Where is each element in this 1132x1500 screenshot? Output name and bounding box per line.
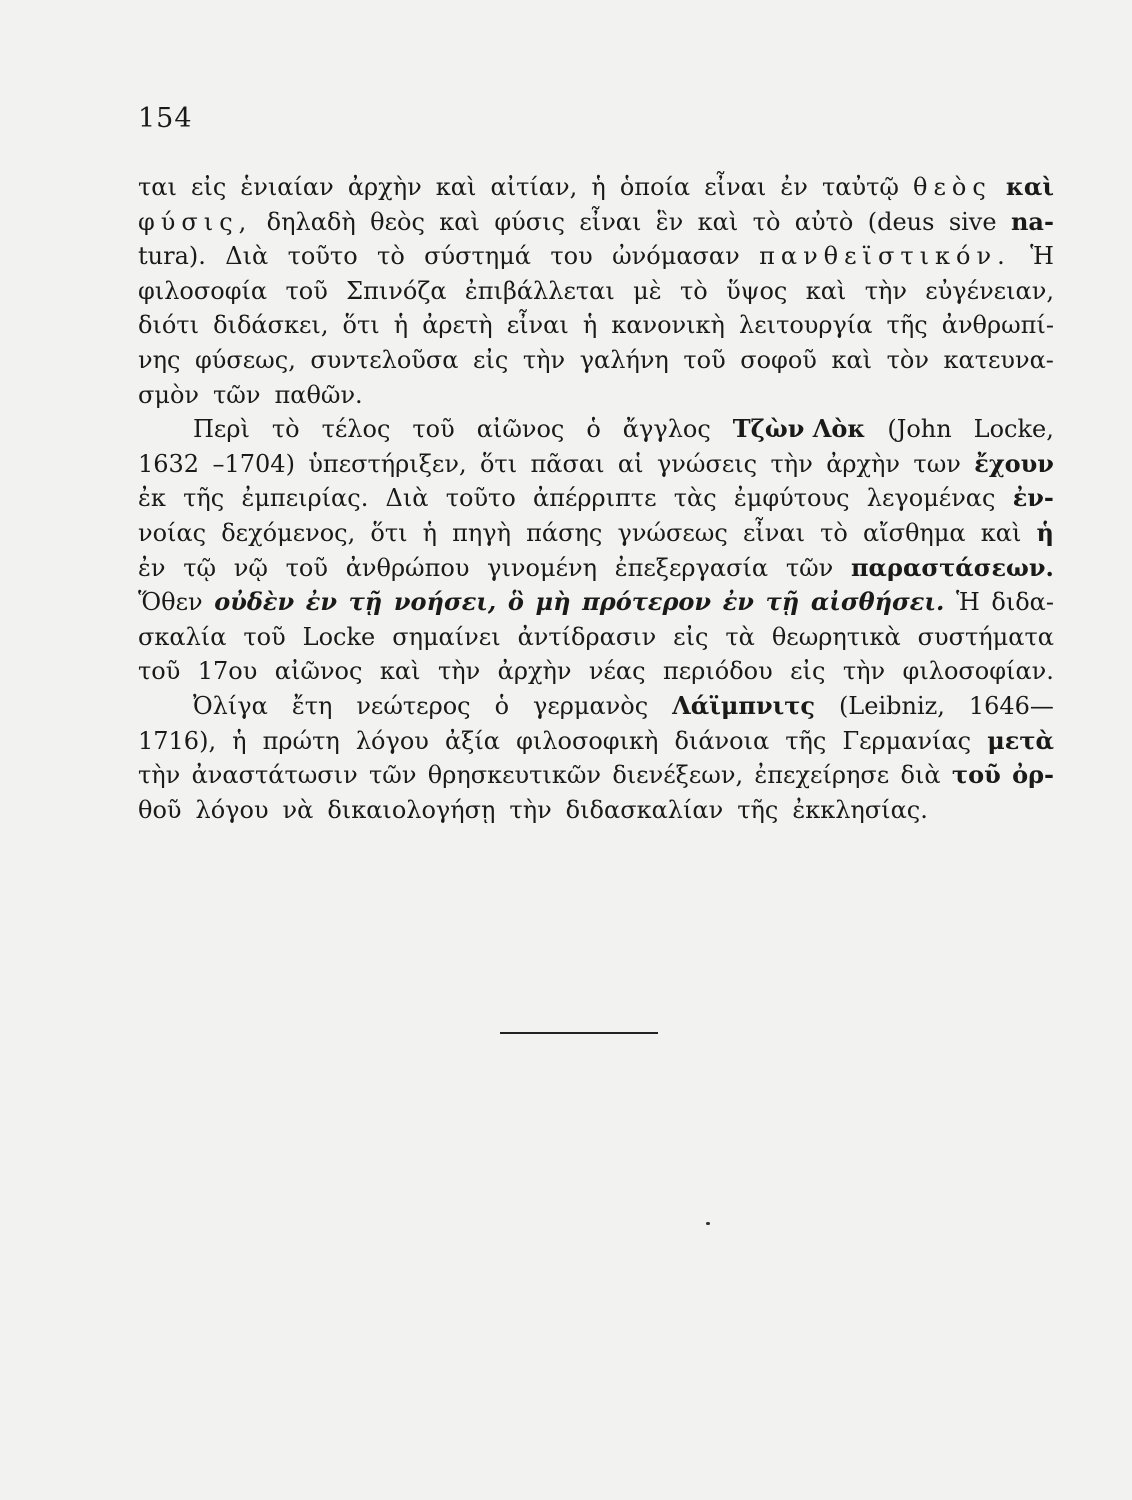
- word: τοῦ: [243, 622, 286, 651]
- word: τῆς: [737, 795, 779, 824]
- word: δεχόμενος,: [221, 518, 356, 547]
- text-line: [138, 689, 1054, 724]
- word: νεώτερος: [356, 691, 471, 720]
- text-line: [138, 551, 1054, 586]
- name-highlight: Λάϊμπνιτς: [672, 690, 815, 720]
- quotation-word: αἰσθήσει.: [810, 587, 945, 617]
- word: 1646—: [968, 691, 1054, 720]
- text-line: [138, 481, 1054, 516]
- word: ἀνθρώπου: [345, 553, 470, 582]
- word: ἀπέρριπτε: [532, 484, 657, 513]
- word: ταὐτῷ: [822, 173, 899, 201]
- word: ὠνόμασαν: [612, 242, 740, 271]
- word: καὶ: [439, 207, 480, 236]
- word: πηγὴ: [452, 518, 512, 547]
- emphasized-word: θεὸς: [913, 173, 992, 201]
- text-line: [138, 620, 1054, 655]
- word: (deus: [867, 207, 935, 236]
- word: ὑπεστήριξεν,: [308, 449, 467, 478]
- word: συντελοῦσα: [310, 345, 459, 374]
- word: εἶναι: [704, 173, 767, 201]
- word: ἀρχὴν: [826, 449, 901, 478]
- word: καὶ: [805, 276, 847, 305]
- word: ὁποία: [619, 173, 691, 201]
- word: ἐπεξεργασία: [614, 553, 769, 582]
- word: Διὰ: [385, 484, 429, 513]
- text-line: [138, 447, 1054, 482]
- quotation-word: τῇ: [765, 587, 800, 617]
- word: Locke,: [973, 415, 1054, 444]
- word: αἴσθημα: [862, 518, 966, 547]
- word: φιλοσοφικὴ: [516, 726, 659, 755]
- word: τὴν: [864, 276, 907, 305]
- word: μὲ: [633, 276, 662, 305]
- word: 1632: [138, 449, 200, 478]
- section-divider: [500, 1032, 658, 1034]
- word: σημαίνει: [392, 622, 501, 651]
- quotation-word: μὴ: [535, 587, 571, 617]
- word: ὀρ-: [1012, 760, 1054, 790]
- word: πρώτη: [262, 726, 340, 755]
- text-line: [138, 585, 1054, 620]
- name-highlight: Τζὼν Λὸκ: [732, 414, 866, 444]
- word: Περὶ: [193, 415, 250, 444]
- text-line: [138, 308, 1054, 343]
- word: τέλος: [321, 415, 391, 444]
- text-line: [138, 170, 1054, 205]
- word: καὶ: [831, 345, 873, 374]
- text-line: [138, 758, 1054, 793]
- word: λεγομένας: [866, 484, 996, 513]
- quotation-word: ἐν: [722, 587, 754, 617]
- word: ὅτι: [342, 311, 380, 340]
- word: sive: [948, 207, 997, 236]
- word: γινομένη: [487, 553, 597, 582]
- word: διδασκαλίαν: [565, 795, 724, 824]
- body-text: [138, 170, 1054, 827]
- word: ἐπεχείρησε: [754, 761, 890, 790]
- word: ἡ: [1036, 517, 1054, 547]
- word: διενέξεων,: [612, 761, 744, 790]
- word: τοῦ: [138, 657, 181, 686]
- word: τῶν: [785, 553, 834, 582]
- word: εἰς: [191, 173, 227, 201]
- word: αὐτὸ: [794, 207, 854, 236]
- word: ἐν: [780, 173, 808, 201]
- word: τὸ: [820, 518, 848, 547]
- text-line: [138, 274, 1054, 309]
- word: Γερμανίας: [842, 726, 972, 755]
- text-line: [138, 205, 1054, 240]
- word: ὕψος: [726, 276, 788, 305]
- word: ὅτι: [370, 518, 408, 547]
- word: καὶ: [435, 173, 477, 201]
- word: αἰῶνος: [476, 415, 565, 444]
- word: θοῦ: [138, 795, 182, 824]
- word: δικαιολογήσῃ: [327, 795, 496, 824]
- word: καὶ: [697, 207, 739, 236]
- word: τὴν: [842, 657, 886, 686]
- word: 1716),: [138, 726, 217, 755]
- word: γνώσεως: [617, 518, 728, 547]
- word: –1704): [212, 449, 295, 478]
- word: τοῦτο: [287, 242, 358, 271]
- word: ἡ: [591, 173, 606, 201]
- word: των: [913, 449, 961, 478]
- word: τὸν: [886, 345, 929, 374]
- text-line: [138, 412, 1054, 447]
- quotation-word: οὐδὲν: [214, 587, 295, 617]
- word: ἡ: [582, 311, 598, 340]
- word: τὴν: [522, 345, 566, 374]
- word: σύστημά: [424, 242, 531, 271]
- word: Locke: [302, 622, 376, 651]
- word: ἀνθρωπί-: [941, 311, 1054, 340]
- word: Ὅθεν: [138, 588, 203, 617]
- word: λειτουργία: [739, 311, 873, 340]
- word: ἐμπειρίας.: [241, 484, 369, 513]
- print-speck: [706, 1222, 710, 1225]
- word: τὸ: [377, 242, 405, 271]
- word: ὅτι: [479, 449, 518, 478]
- quotation-word: τῇ: [348, 587, 383, 617]
- word: Ὀλίγα: [193, 691, 268, 720]
- word: na-: [1010, 206, 1054, 236]
- word: θεωρητικὰ: [771, 622, 901, 651]
- word: Ἡ: [1030, 242, 1054, 271]
- word: νὰ: [282, 795, 314, 824]
- word: εἶναι: [742, 518, 805, 547]
- word: εἰς: [790, 657, 826, 686]
- word: (Leibniz,: [838, 691, 945, 720]
- word: διδα-: [991, 588, 1054, 617]
- word: λόγου: [355, 726, 429, 755]
- text-line: [138, 239, 1054, 274]
- word: εἰς: [673, 622, 709, 651]
- word: ἔτη: [291, 691, 333, 720]
- word: θεὸς: [370, 207, 425, 236]
- word: τὸ: [752, 207, 781, 236]
- word: τῆς: [785, 726, 827, 755]
- text-line: [138, 378, 1054, 413]
- word: τὸ: [679, 276, 708, 305]
- word: σκαλία: [138, 622, 227, 651]
- word: τὰς: [673, 484, 717, 513]
- word: ἔχουν: [974, 448, 1054, 478]
- word: μετὰ: [987, 725, 1054, 755]
- word: εἶναι: [579, 207, 642, 236]
- word: ἐκκλησίας.: [792, 795, 928, 824]
- word: τῶν: [369, 761, 417, 790]
- word: αἱ: [617, 449, 644, 478]
- word: δηλαδὴ: [266, 207, 356, 236]
- word: παραστάσεων.: [850, 552, 1054, 582]
- word: κατευνα-: [943, 345, 1054, 374]
- word: ἀξία: [444, 726, 500, 755]
- word: τοῦ: [683, 345, 726, 374]
- word: ἀρχὴν: [347, 173, 422, 201]
- word: τῆς: [183, 484, 225, 513]
- word: συστήματα: [917, 622, 1054, 651]
- word: πάσης: [526, 518, 603, 547]
- word: ἀρχὴν: [497, 657, 572, 686]
- word: νέας: [588, 657, 646, 686]
- word: φύσις: [494, 207, 565, 236]
- word: φιλοσοφίαν.: [902, 657, 1054, 686]
- word: περιόδου: [663, 657, 773, 686]
- word: φιλοσοφία: [138, 276, 268, 305]
- word: φύσεως,: [194, 345, 296, 374]
- word: τὴν: [509, 795, 552, 824]
- quotation-word: ὃ: [507, 587, 524, 617]
- word: λόγου: [195, 795, 269, 824]
- word: Σπινόζα: [346, 276, 447, 305]
- word: διότι: [138, 311, 199, 340]
- word: αἰτίαν,: [490, 173, 578, 201]
- word: τὴν: [770, 449, 813, 478]
- word: ἡ: [232, 726, 247, 755]
- word: ἐπιβάλλεται: [464, 276, 615, 305]
- word: ται: [138, 173, 177, 201]
- word: ἐν: [138, 553, 166, 582]
- word: τὸ: [271, 415, 300, 444]
- word: ἓν: [655, 207, 684, 236]
- word: τὴν: [138, 761, 181, 790]
- word: νοίας: [138, 518, 207, 547]
- page-number: 154: [138, 103, 193, 134]
- word: τοῦ: [285, 553, 328, 582]
- word: τὰ: [725, 622, 755, 651]
- word: ἡ: [422, 518, 438, 547]
- word: (John: [887, 415, 952, 444]
- word: του: [550, 242, 593, 271]
- word: ἡ: [393, 311, 409, 340]
- word: διὰ: [900, 761, 941, 790]
- word: καὶ: [1005, 172, 1054, 201]
- emphasized-word: φύσις,: [138, 207, 253, 236]
- word: πᾶσαι: [530, 449, 605, 478]
- word: κανονικὴ: [611, 311, 725, 340]
- word: ἑνιαίαν: [240, 173, 334, 201]
- word: Διὰ: [225, 242, 269, 271]
- word: διδάσκει,: [213, 311, 329, 340]
- word: τοῦ: [412, 415, 455, 444]
- emphasized-word: πανθεϊστικόν.: [759, 242, 1011, 271]
- word: τῶν: [213, 380, 261, 409]
- word: γαλήνη: [579, 345, 669, 374]
- word: 17ου: [197, 657, 258, 686]
- word: σοφοῦ: [740, 345, 817, 374]
- word: τὴν: [437, 657, 481, 686]
- word: νῷ: [233, 553, 268, 582]
- quotation-word: ἐν: [305, 587, 338, 617]
- quotation-word: πρότερον: [582, 587, 712, 617]
- word: ἀντίδρασιν: [517, 622, 657, 651]
- text-line: [138, 343, 1054, 378]
- word: νης: [138, 345, 181, 374]
- word: ἀρετὴ: [422, 311, 493, 340]
- word: Ἡ: [955, 588, 980, 617]
- word: αἰῶνος: [274, 657, 363, 686]
- word: γνώσεις: [656, 449, 758, 478]
- word: tura).: [138, 242, 206, 271]
- word: εὐγένειαν,: [925, 276, 1054, 305]
- word: τοῦ: [951, 760, 1001, 790]
- word: τοῦ: [285, 276, 328, 305]
- word: τῷ: [183, 553, 217, 582]
- text-line: [138, 724, 1054, 759]
- text-line: [138, 793, 1054, 828]
- word: ὁ: [586, 415, 601, 444]
- word: ἀναστάτωσιν: [191, 761, 358, 790]
- word: ἐμφύτους: [733, 484, 850, 513]
- word: θρησκευτικῶν: [427, 761, 601, 790]
- quotation-word: νοήσει,: [393, 587, 497, 617]
- text-line: [138, 654, 1054, 689]
- word: τῆς: [886, 311, 928, 340]
- word: ἐν-: [1012, 483, 1054, 513]
- word: καὶ: [379, 657, 421, 686]
- text-line: [138, 516, 1054, 551]
- word: τοῦτο: [445, 484, 516, 513]
- word: παθῶν.: [274, 380, 363, 409]
- word: καὶ: [980, 518, 1022, 547]
- word: ὁ: [494, 691, 510, 720]
- word: ἄγγλος: [622, 415, 711, 444]
- word: διάνοια: [674, 726, 770, 755]
- word: εἰς: [473, 345, 509, 374]
- word: σμὸν: [138, 380, 200, 409]
- word: γερμανὸς: [532, 691, 649, 720]
- word: ἐκ: [138, 484, 166, 513]
- word: εἶναι: [506, 311, 569, 340]
